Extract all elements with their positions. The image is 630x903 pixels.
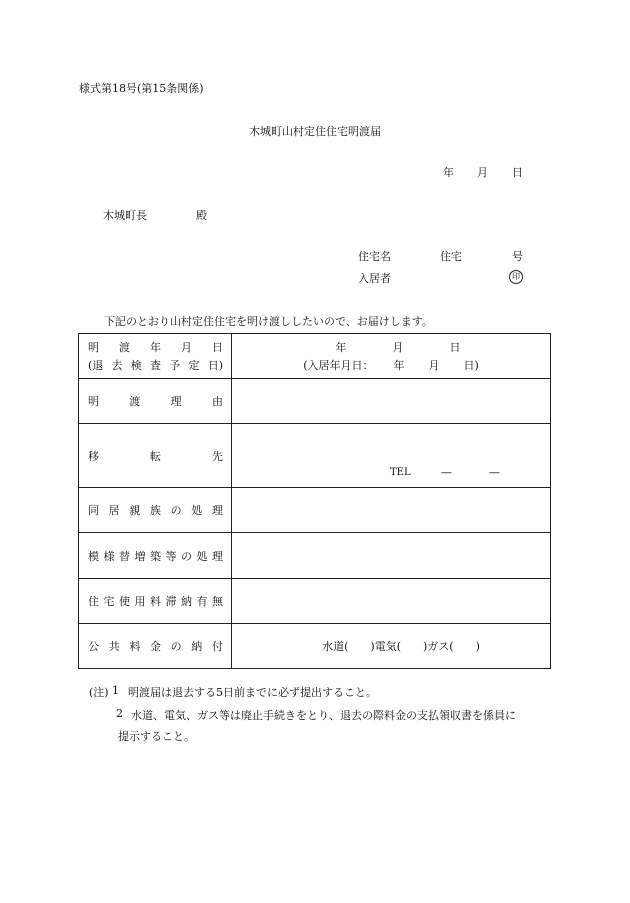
date-year-label: 年	[443, 166, 454, 179]
label-handover-date: 明 渡 年 月 日 (退 去 検 査 予 定 日)	[79, 334, 232, 379]
tel-dash-1: —	[441, 466, 452, 479]
seal-mark	[509, 269, 523, 284]
value-cohabitant[interactable]	[232, 488, 551, 533]
row-utility-payment	[79, 624, 551, 669]
date-month-label: 月	[477, 166, 488, 179]
row-new-address	[79, 424, 551, 488]
utilities-line: 水道( )電気( )ガス( )	[322, 640, 480, 653]
intro-sentence: 下記のとおり山村定住住宅を明け渡ししたいので、お届けします。	[104, 315, 433, 328]
addressee-honorific: 殿	[196, 209, 207, 222]
form-table	[78, 333, 551, 669]
row-handover-date	[79, 334, 551, 379]
label-rent-arrears: 住 宅 使 用 料 滞 納 有 無	[79, 579, 232, 624]
value-handover-date[interactable]: 年 月 日 (入居年月日： 年 月 日)	[232, 334, 551, 379]
label-handover-reason: 明 渡 理 由	[79, 379, 232, 424]
housing-name-label: 住宅名	[358, 250, 391, 263]
tel-dash-2: —	[489, 466, 500, 479]
row-rent-arrears	[79, 579, 551, 624]
housing-unit-label: 住宅	[440, 250, 462, 263]
note-2-number: 2	[116, 707, 123, 720]
value-new-address[interactable]	[232, 424, 551, 488]
resident-label: 入居者	[358, 272, 391, 285]
housing-number-suffix: 号	[512, 250, 523, 263]
label-utility-payment: 公 共 料 金 の 納 付	[79, 624, 232, 669]
form-number: 様式第18号(第15条関係)	[79, 82, 204, 95]
seal-icon: 印	[509, 270, 523, 284]
label-new-address: 移 転 先	[79, 424, 232, 488]
row-handover-reason	[79, 379, 551, 424]
value-utility-payment[interactable]	[232, 624, 551, 669]
label-cohabitant: 同 居 親 族 の 処 理	[79, 488, 232, 533]
value-rent-arrears[interactable]	[232, 579, 551, 624]
note-2-line-2: 提示すること。	[118, 730, 195, 743]
note-2-line-1: 水道、電気、ガス等は廃止手続きをとり、退去の際料金の支払領収書を係員に	[131, 709, 516, 722]
row-renovation	[79, 533, 551, 579]
note-1-number: 1	[112, 684, 119, 697]
note-prefix: (注)	[89, 686, 109, 699]
date-day-label: 日	[512, 166, 523, 179]
tel-label: TEL	[390, 467, 411, 478]
move-in-date: (入居年月日： 年 月 日)	[303, 359, 479, 372]
label-inspection-date: (退 去 検 査 予 定 日)	[88, 359, 223, 372]
value-handover-reason[interactable]	[232, 379, 551, 424]
value-renovation[interactable]	[232, 533, 551, 579]
form-title: 木城町山村定住住宅明渡届	[249, 125, 381, 138]
addressee-name: 木城町長	[103, 209, 147, 222]
label-renovation: 模 様 替 増 築 等 の 処 理	[79, 533, 232, 579]
row-cohabitant	[79, 488, 551, 533]
note-1: 明渡届は退去する5日前までに必ず提出すること。	[128, 686, 377, 699]
